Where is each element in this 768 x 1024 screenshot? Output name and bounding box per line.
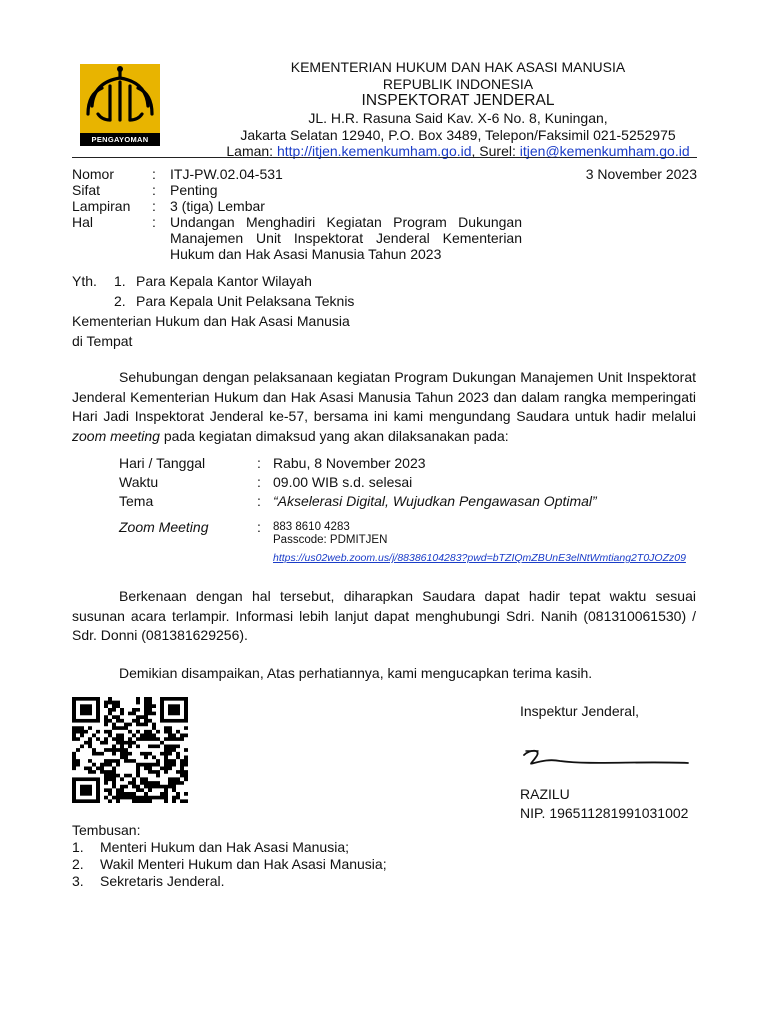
meta-colon: : bbox=[152, 198, 156, 214]
tembusan-block bbox=[72, 822, 522, 890]
para3-text: Demikian disampaikan, Atas perhatiannya, kami mengucapkan terima kasih. bbox=[119, 665, 593, 681]
addressee-text: Para Kepala Kantor Wilayah bbox=[136, 273, 312, 289]
para1-zoom-italic: zoom meeting bbox=[72, 427, 160, 444]
tembusan-num: 1. bbox=[72, 839, 84, 855]
qr-code-image bbox=[72, 697, 188, 803]
ministry-name: KEMENTERIAN HUKUM DAN HAK ASASI MANUSIA bbox=[290, 59, 626, 75]
meta-lampiran-label: Lampiran bbox=[72, 198, 131, 214]
event-row-theme bbox=[119, 492, 699, 511]
tembusan-num: 3. bbox=[72, 873, 84, 889]
meta-nomor bbox=[72, 166, 522, 182]
addressee-num: 1. bbox=[114, 273, 126, 289]
meta-colon: : bbox=[152, 166, 156, 182]
event-row-time bbox=[119, 473, 699, 492]
body-paragraph-3 bbox=[72, 664, 696, 684]
handwritten-signature-icon bbox=[520, 731, 695, 771]
web-label: Laman: bbox=[226, 143, 277, 160]
tembusan-num: 2. bbox=[72, 856, 84, 872]
meta-sifat-value: Penting bbox=[170, 182, 218, 198]
event-theme-value: “Akselerasi Digital, Wujudkan Pengawasan Optimal” bbox=[273, 493, 597, 509]
zoom-meeting-id: 883 8610 4283 bbox=[273, 521, 350, 533]
addressee-num: 2. bbox=[114, 293, 126, 309]
tembusan-text: Wakil Menteri Hukum dan Hak Asasi Manusia; bbox=[100, 856, 387, 872]
event-colon: : bbox=[257, 455, 261, 471]
body-paragraph-1 bbox=[72, 368, 696, 446]
meta-lampiran bbox=[72, 198, 522, 214]
meta-hal-label: Hal bbox=[72, 214, 94, 230]
event-details bbox=[119, 454, 699, 568]
para1-text-b: pada kegiatan dimaksud yang akan dilaksanakan pada: bbox=[159, 427, 509, 444]
signature-block bbox=[520, 702, 720, 823]
meta-nomor-value: ITJ-PW.02.04-531 bbox=[170, 166, 283, 182]
tembusan-item bbox=[72, 839, 522, 856]
unit-name: INSPEKTORAT JENDERAL bbox=[361, 92, 555, 110]
email-link[interactable]: itjen@kemenkumham.go.id bbox=[519, 143, 690, 160]
tembusan-text: Sekretaris Jenderal. bbox=[100, 873, 225, 889]
event-day-label: Hari / Tanggal bbox=[119, 455, 206, 471]
logo-band-text: PENGAYOMAN bbox=[80, 133, 160, 146]
tembusan-text: Menteri Hukum dan Hak Asasi Manusia; bbox=[100, 839, 349, 855]
body-paragraph-2 bbox=[72, 587, 696, 646]
country-name: REPUBLIK INDONESIA bbox=[382, 75, 534, 92]
letter-date: 3 November 2023 bbox=[585, 166, 697, 182]
tembusan-item bbox=[72, 856, 522, 873]
meta-hal-value: Undangan Menghadiri Kegiatan Program Dukungan Manajemen Unit Inspektorat Jenderal Kementerian Hukum dan Hak Asasi Manusia Tahun 2023 bbox=[170, 214, 522, 262]
event-colon: : bbox=[257, 493, 261, 509]
tembusan-item bbox=[72, 873, 522, 890]
yth-label: Yth. bbox=[72, 273, 97, 289]
addressee-org: Kementerian Hukum dan Hak Asasi Manusia bbox=[72, 313, 350, 329]
meta-sifat-label: Sifat bbox=[72, 182, 101, 198]
zoom-passcode: Passcode: PDMITJEN bbox=[273, 534, 388, 546]
event-colon: : bbox=[257, 519, 261, 535]
addressee-place: di Tempat bbox=[72, 333, 133, 349]
addressee-item bbox=[72, 271, 522, 291]
tembusan-label: Tembusan: bbox=[72, 822, 141, 838]
ministry-logo bbox=[80, 64, 160, 146]
signer-nip: NIP. 196511281991031002 bbox=[520, 805, 689, 821]
meta-nomor-label: Nomor bbox=[72, 166, 115, 182]
event-time-label: Waktu bbox=[119, 474, 159, 490]
event-theme-label: Tema bbox=[119, 493, 154, 509]
para2-text: Berkenaan dengan hal tersebut, diharapkan Saudara dapat hadir tepat waktu sesuai susunan acara terlampir. Informasi lebih lanjut dapat menghubungi Sdri. Nanih (081310061530) / Sdr. Donni (081381629256). bbox=[72, 588, 696, 643]
event-row-zoom bbox=[119, 518, 699, 568]
addressee-text: Para Kepala Unit Pelaksana Teknis bbox=[136, 293, 355, 309]
email-label: , Surel: bbox=[471, 143, 520, 160]
zoom-link[interactable]: https://us02web.zoom.us/j/88386104283?pwd=bTZIQmZBUnE3elNtWmtiang2T0JOZz09 bbox=[273, 552, 686, 564]
signer-name: RAZILU bbox=[520, 786, 570, 802]
address-line-2: Jakarta Selatan 12940, P.O. Box 3489, Telepon/Faksimil 021-5252975 bbox=[240, 126, 676, 143]
event-row-day bbox=[119, 454, 699, 473]
event-day-value: Rabu, 8 November 2023 bbox=[273, 455, 426, 471]
addressee bbox=[72, 271, 522, 351]
addressee-item bbox=[72, 291, 522, 311]
qr-finder-pattern bbox=[80, 704, 92, 715]
meta-hal bbox=[72, 214, 522, 262]
qr-code bbox=[72, 697, 188, 803]
meta-lampiran-value: 3 (tiga) Lembar bbox=[170, 198, 265, 214]
signature-title: Inspektur Jenderal, bbox=[520, 703, 640, 719]
meta-colon: : bbox=[152, 214, 156, 230]
letterhead-divider bbox=[72, 157, 697, 158]
letter-meta bbox=[72, 166, 522, 262]
letterhead bbox=[168, 59, 748, 160]
event-zoom-value bbox=[273, 518, 699, 568]
event-colon: : bbox=[257, 474, 261, 490]
meta-sifat bbox=[72, 182, 522, 198]
meta-colon: : bbox=[152, 182, 156, 198]
qr-finder-pattern bbox=[168, 704, 180, 715]
qr-finder-pattern bbox=[80, 785, 92, 796]
event-zoom-label: Zoom Meeting bbox=[119, 519, 209, 535]
website-link[interactable]: http://itjen.kemenkumham.go.id bbox=[276, 143, 472, 160]
event-time-value: 09.00 WIB s.d. selesai bbox=[273, 474, 413, 490]
para1-text-a: Sehubungan dengan pelaksanaan kegiatan Program Dukungan Manajemen Unit Inspektorat Jenderal Kementerian Hukum dan Hak Asasi Manusia Tahun 2023 dan dalam rangka memperingati Hari Jadi Inspektorat Jenderal ke-57, bersama ini kami mengundang Saudara untuk hadir melalui bbox=[72, 369, 696, 424]
address-line-1: JL. H.R. Rasuna Said Kav. X-6 No. 8, Kuningan, bbox=[308, 110, 608, 127]
pengayoman-emblem-icon bbox=[80, 64, 160, 133]
